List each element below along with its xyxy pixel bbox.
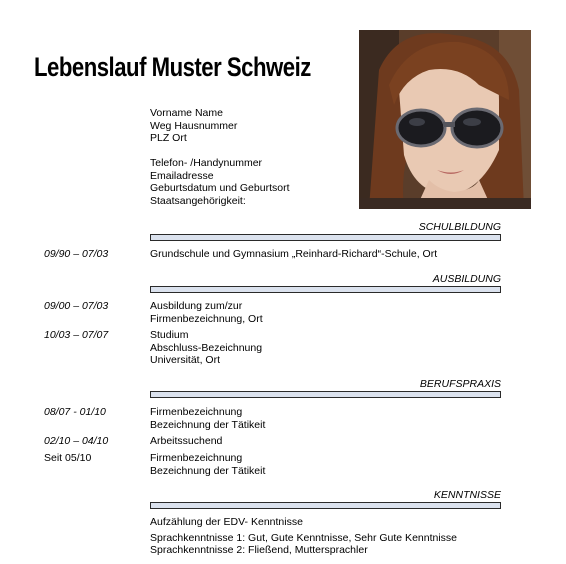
entry-date: 09/00 – 07/03 <box>44 300 109 312</box>
entry-line: Bezeichnung der Tätikeit <box>150 418 266 431</box>
entry-line: Ausbildung zum/zur <box>150 300 243 312</box>
skill-line: Aufzählung der EDV- Kenntnisse <box>150 516 303 528</box>
page-title: Lebenslauf Muster Schweiz <box>34 52 311 82</box>
section-bar-ausbildung <box>150 286 501 293</box>
contact-details <box>150 157 290 207</box>
contact-name: Vorname Name <box>150 107 223 119</box>
entry-line: Abschluss-Bezeichnung <box>150 341 263 354</box>
contact-city: PLZ Ort <box>150 132 187 144</box>
entry-line: Bezeichnung der Tätikeit <box>150 464 266 477</box>
section-bar-kenntnisse <box>150 502 501 509</box>
contact-email: Emailadresse <box>150 169 214 182</box>
entry-line: Grundschule und Gymnasium „Reinhard-Richard“-Schule, Ort <box>150 248 438 260</box>
entry-date: 08/07 - 01/10 <box>44 406 106 418</box>
section-heading-kenntnisse: KENNTNISSE <box>433 489 501 501</box>
contact-street: Weg Hausnummer <box>150 119 238 132</box>
entry-line: Firmenbezeichnung <box>150 452 243 464</box>
entry-line: Firmenbezeichnung <box>150 406 243 418</box>
entry-line: Universität, Ort <box>150 354 221 366</box>
skills-text <box>150 516 457 557</box>
entry-text <box>150 329 262 367</box>
entry-date: Seit 05/10 <box>44 452 92 464</box>
entry-text <box>150 300 263 325</box>
contact-birth: Geburtsdatum und Geburtsort <box>150 182 290 194</box>
section-heading-ausbildung: AUSBILDUNG <box>432 273 501 285</box>
skill-line: Sprachkenntnisse 2: Fließend, Muttersprachler <box>150 544 368 556</box>
section-bar-berufspraxis <box>150 391 501 398</box>
entry-date: 10/03 – 07/07 <box>44 329 109 341</box>
entry-line: Arbeitssuchend <box>150 435 223 447</box>
section-bar-schulbildung <box>150 234 501 241</box>
entry-date: 09/90 – 07/03 <box>44 248 109 260</box>
section-heading-berufspraxis: BERUFSPRAXIS <box>419 378 501 390</box>
entry-text <box>150 452 265 477</box>
entry-text <box>150 248 437 261</box>
skill-line: Sprachkenntnisse 1: Gut, Gute Kenntnisse, Sehr Gute Kenntnisse <box>150 531 458 544</box>
entry-line: Studium <box>150 329 189 341</box>
contact-nationality: Staatsangehörigkeit: <box>150 194 246 207</box>
section-heading-schulbildung: SCHULBILDUNG <box>418 221 501 233</box>
entry-date: 02/10 – 04/10 <box>44 435 109 447</box>
entry-text <box>150 406 265 431</box>
entry-text <box>150 435 222 448</box>
contact-address <box>150 107 237 145</box>
profile-photo <box>359 30 531 209</box>
entry-line: Firmenbezeichnung, Ort <box>150 312 263 325</box>
contact-phone: Telefon- /Handynummer <box>150 157 263 169</box>
